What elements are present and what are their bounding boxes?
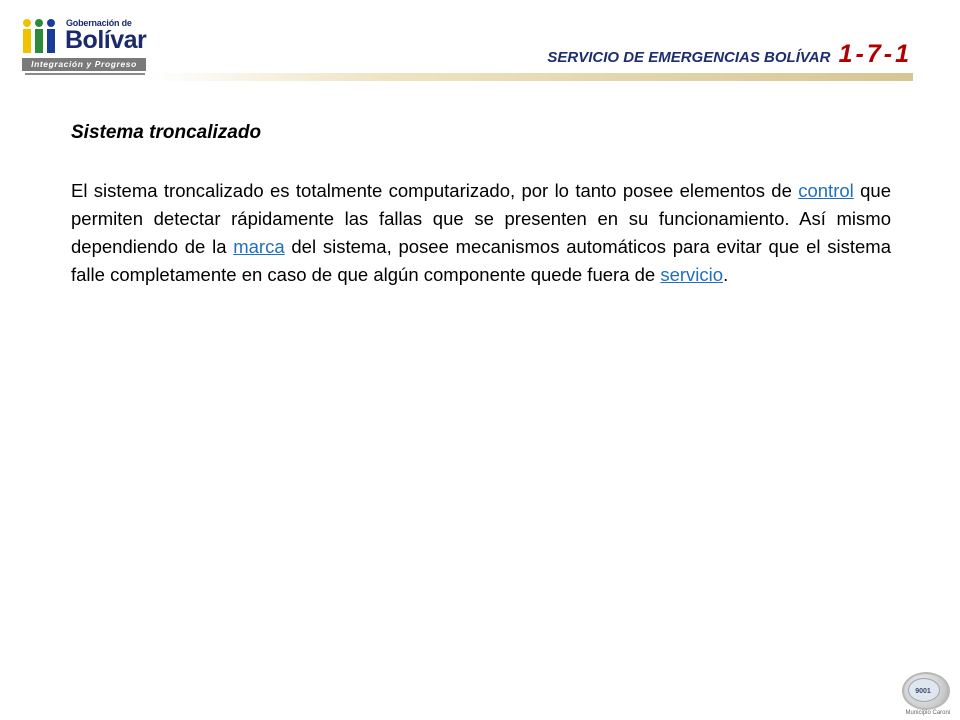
logo-bars-icon	[22, 18, 62, 54]
logo-divider	[25, 73, 145, 75]
link-servicio[interactable]: servicio	[660, 264, 724, 285]
seal-code: 9001	[915, 688, 931, 695]
service-number: 1-7-1	[838, 40, 912, 68]
header-rule	[148, 73, 913, 81]
link-control[interactable]: control	[798, 180, 854, 201]
service-label: SERVICIO DE EMERGENCIAS BOLÍVAR	[547, 49, 831, 66]
logo-top-text: Gobernación de	[66, 18, 132, 28]
paragraph-text: del sistema, posee mecanismos automáticos para evitar que el sistema falle completamente en caso de que algún componente quede fuera de	[71, 236, 891, 285]
logo-tagline: Integración y Progreso	[22, 58, 146, 71]
body-paragraph	[71, 177, 891, 289]
page-title: Sistema troncalizado	[71, 122, 262, 143]
service-header	[547, 40, 912, 69]
iso-certification-seal	[896, 670, 956, 720]
paragraph-text: que permiten detectar rápidamente las fallas que se presenten en su funcionamiento. Así mismo dependiendo de la	[71, 180, 891, 257]
paragraph-text: .	[723, 264, 729, 285]
link-marca[interactable]: marca	[233, 236, 285, 257]
gobernacion-bolivar-logo	[22, 16, 152, 72]
logo-name: Bolívar	[65, 26, 147, 54]
seal-caption: Municipio Caroní	[905, 710, 951, 716]
paragraph-text: El sistema troncalizado es totalmente computarizado, por lo tanto posee elementos de	[71, 180, 799, 201]
